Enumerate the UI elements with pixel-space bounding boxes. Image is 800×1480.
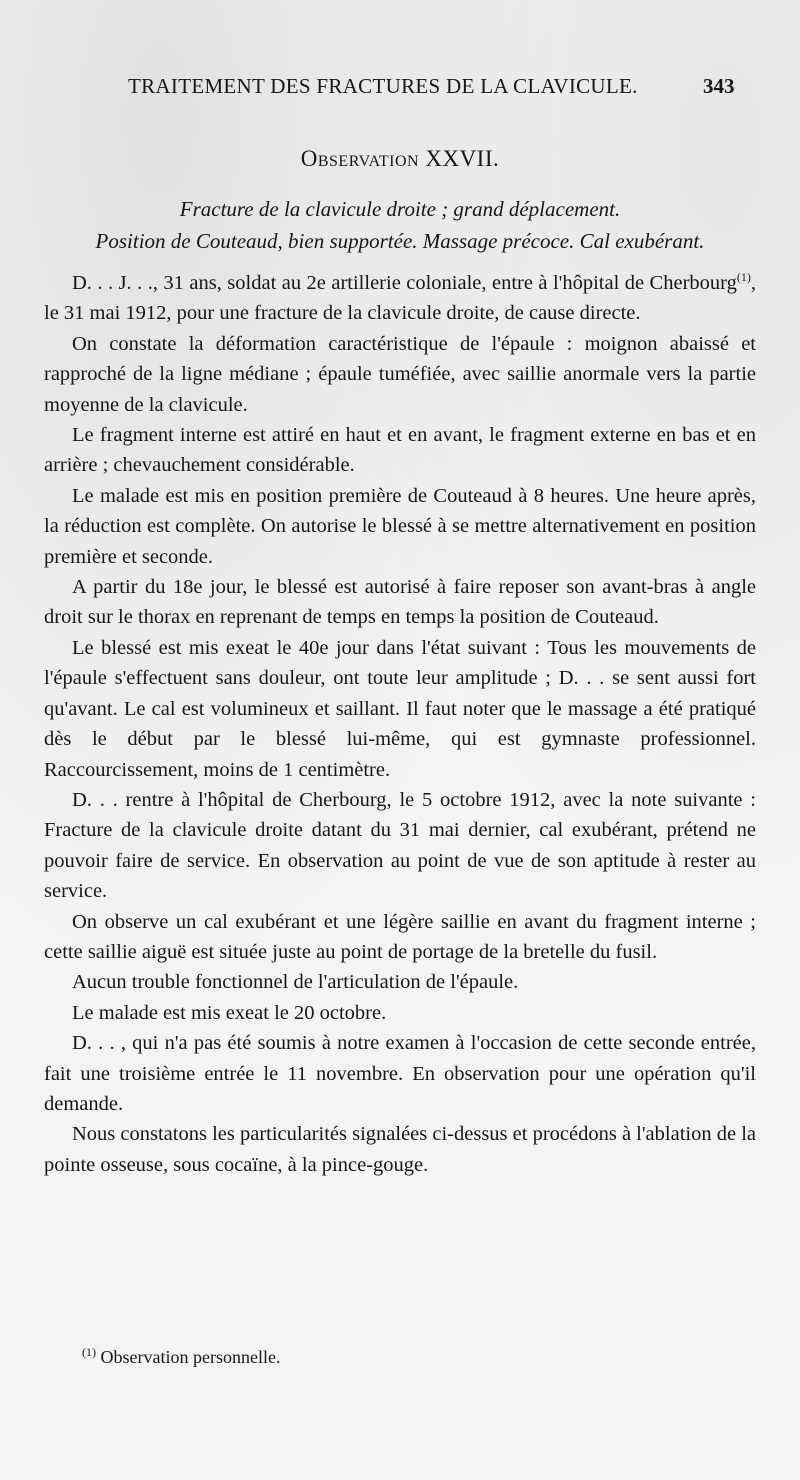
footnote xyxy=(82,1347,280,1368)
page-header xyxy=(0,74,800,104)
paragraph xyxy=(44,268,756,329)
paragraph: D. . . rentre à l'hôpital de Cherbourg, le 5 octobre 1912, avec la note suivante : Fracture de la clavicule droite datant du 31 mai dernier, cal exubérant, prétend ne pouvoir faire de service. En observation au point de vue de son aptitude à rester au service. xyxy=(44,788,756,903)
observation-subtitle-line-2: Position de Couteaud, bien supportée. Massage précoce. Cal exubérant. xyxy=(95,229,705,253)
observation-subtitle-line-1: Fracture de la clavicule droite ; grand déplacement. xyxy=(179,197,621,221)
paragraph: Le fragment interne est attiré en haut et en avant, le fragment externe en bas et en arrière ; chevauchement considérable. xyxy=(44,424,756,477)
footnote-text: Observation personnelle. xyxy=(100,1347,281,1367)
page-number: 343 xyxy=(703,74,735,98)
footnote-marker: (1) xyxy=(82,1345,96,1359)
paragraph-text: D. . . J. . ., 31 ans, soldat au 2e artillerie coloniale, entre à l'hôpital de Cherbourg xyxy=(72,272,737,294)
paragraph-text: , le 31 mai 1912, pour une fracture de la clavicule droite, de cause directe. xyxy=(44,272,756,325)
paragraph: D. . . , qui n'a pas été soumis à notre examen à l'occasion de cette seconde entrée, fait une troisième entrée le 11 novembre. En observation pour une opération qu'il demande. xyxy=(44,1032,756,1115)
paragraph: Aucun trouble fonctionnel de l'articulation de l'épaule. xyxy=(72,971,519,994)
footnote-reference: (1) xyxy=(736,270,751,285)
paragraph: Le malade est mis exeat le 20 octobre. xyxy=(72,1001,387,1024)
paragraph: Le blessé est mis exeat le 40e jour dans l'état suivant : Tous les mouvements de l'épaule s'effectuent sans douleur, ont toute leur amplitude ; D. . . se sent aussi fort qu'avant. Le cal est volumineux et saillant. Il faut noter que le massage a été pratiqué dès le début par le blessé lui-même, qui est gymnaste professionnel. Raccourcissement, moins de 1 centimètre. xyxy=(44,636,756,781)
paragraph: On constate la déformation caractéristique de l'épaule : moignon abaissé et rapproché de la ligne médiane ; épaule tuméfiée, avec saillie anormale vers la partie moyenne de la clavicule. xyxy=(44,332,756,416)
running-title: TRAITEMENT DES FRACTURES DE LA CLAVICULE. xyxy=(128,74,638,98)
body-text xyxy=(44,268,756,1180)
paragraph: On observe un cal exubérant et une légère saillie en avant du fragment interne ; cette saillie aiguë est située juste au point de portage de la bretelle du fusil. xyxy=(44,910,756,963)
observation-label: Observation xyxy=(300,146,420,171)
paragraph: Nous constatons les particularités signalées ci-dessus et procédons à l'ablation de la pointe osseuse, sous cocaïne, à la pince-gouge. xyxy=(44,1123,756,1176)
observation-number: XXVII. xyxy=(425,146,500,171)
paragraph: Le malade est mis en position première de Couteaud à 8 heures. Une heure après, la réduction est complète. On autorise le blessé à se mettre alternativement en position première et seconde. xyxy=(44,484,756,568)
paragraph: A partir du 18e jour, le blessé est autorisé à faire reposer son avant-bras à angle droit sur le thorax en reprenant de temps en temps la position de Couteaud. xyxy=(44,576,756,629)
observation-heading xyxy=(0,146,800,172)
